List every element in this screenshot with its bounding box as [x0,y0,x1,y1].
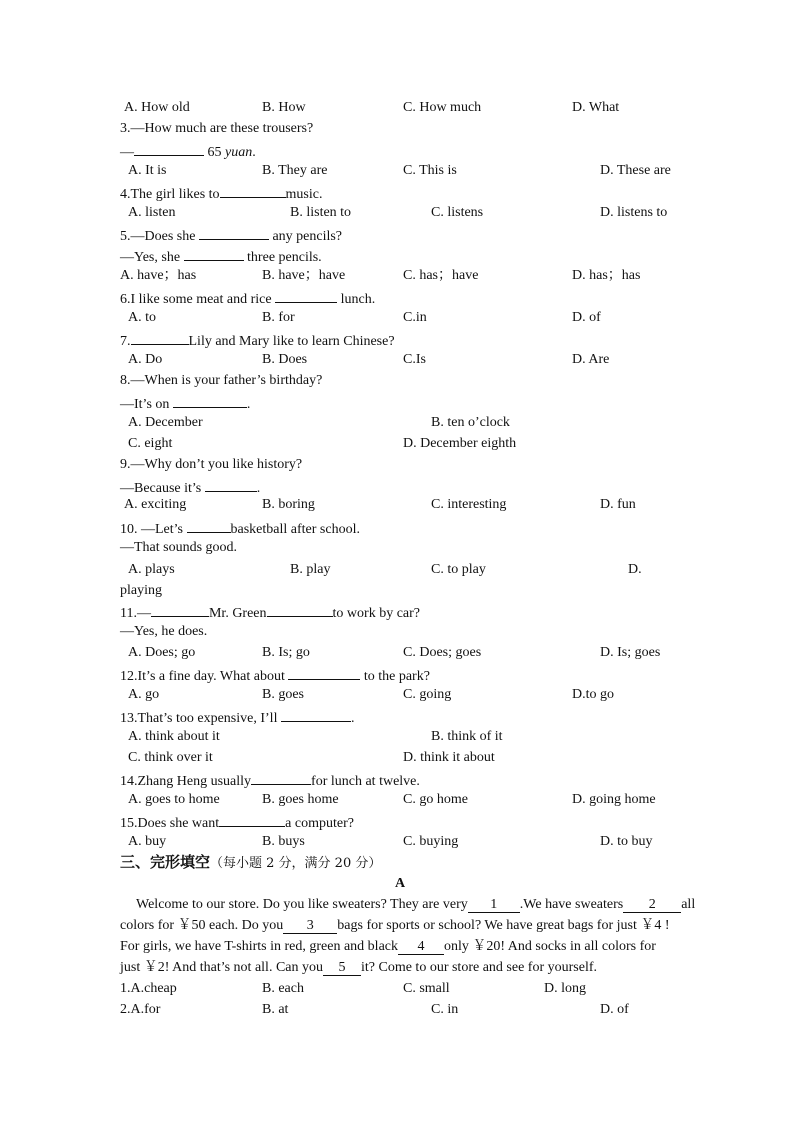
q3-option-c: C. This is [403,163,457,178]
q14-option-b: B. goes home [262,792,339,807]
q15-option-d: D. to buy [600,834,653,849]
q12-option-d: D.to go [572,687,614,702]
blank [187,518,231,533]
section-heading: 三、完形填空（每小题 2 分，满分 20 分） [120,853,382,871]
blank [184,246,244,261]
q6-option-d: D. of [572,310,601,325]
q4-stem: 4.The girl likes to music. [120,183,323,204]
blank-3: 3 [283,919,337,934]
q12-option-c: C. going [403,687,452,702]
q8-option-a: A. December [128,415,203,430]
blank [281,707,351,722]
q5-option-d: D. has；has [572,268,641,283]
q3-stem: 3.—How much are these trousers? [120,121,314,136]
q10-stem: 10. —Let’s basketball after school. [120,518,360,539]
q5-answer: —Yes, she three pencils. [120,246,322,267]
q5-option-a: A. have；has [120,268,197,283]
q8-option-b: B. ten o’clock [431,415,510,430]
q10-option-d-text: playing [120,583,162,598]
q10-option-d: D. [628,562,642,577]
q13-option-d: D. think it about [403,750,495,765]
q15-option-a: A. buy [128,834,167,849]
q11-answer: —Yes, he does. [120,624,208,639]
cloze2-option-b: B. at [262,1002,289,1017]
q9-answer: —Because it’s . [120,477,260,498]
q3-option-b: B. They are [262,163,328,178]
q13-option-c: C. think over it [128,750,213,765]
q15-option-c: C. buying [403,834,459,849]
q11-stem: 11.— Mr. Green to work by car? [120,602,420,623]
blank [219,812,285,827]
q3-option-d: D. These are [600,163,671,178]
cloze1-option-a: 1.A.cheap [120,981,177,996]
q10-option-a: A. plays [128,562,175,577]
cloze1-option-d: D. long [544,981,586,996]
q9-option-d: D. fun [600,497,636,512]
q11-option-d: D. Is; goes [600,645,661,660]
q15-stem: 15.Does she want a computer? [120,812,354,833]
q3-option-a: A. It is [128,163,167,178]
q6-option-a: A. to [128,310,156,325]
q8-stem: 8.—When is your father’s birthday? [120,373,323,388]
q7-option-a: A. Do [128,352,163,367]
q13-option-b: B. think of it [431,729,503,744]
q9-stem: 9.—Why don’t you like history? [120,457,303,472]
q14-option-d: D. going home [572,792,656,807]
q12-stem: 12.It’s a fine day. What about to the park? [120,665,430,686]
q6-stem: 6.I like some meat and rice lunch. [120,288,375,309]
q5-option-b: B. have；have [262,268,346,283]
blank [131,330,189,345]
q10-answer: —That sounds good. [120,540,238,555]
passage-line-3: For girls, we have T-shirts in red, green and black 4 only ￥20! And socks in all colors for [120,939,656,954]
q4-option-d: D. listens to [600,205,668,220]
cloze2-option-d: D. of [600,1002,629,1017]
q11-option-c: C. Does; goes [403,645,482,660]
q3-answer: — 65 yuan. [120,141,256,162]
blank-4: 4 [398,940,444,955]
q4-option-c: C. listens [431,205,484,220]
q7-option-b: B. Does [262,352,308,367]
blank-2: 2 [623,898,681,913]
q8-answer: —It’s on . [120,393,250,414]
q9-option-b: B. boring [262,497,315,512]
q2-option-d: D. What [572,100,620,115]
cloze1-option-c: C. small [403,981,450,996]
passage-line-2: colors for ￥50 each. Do you 3 bags for sports or school? We have great bags for just ￥4 ! [120,918,670,933]
q2-option-c: C. How much [403,100,482,115]
q11-option-b: B. Is; go [262,645,310,660]
blank-1: 1 [468,898,520,913]
q10-option-b: B. play [290,562,331,577]
q6-option-b: B. for [262,310,295,325]
q4-option-a: A. listen [128,205,176,220]
q8-option-c: C. eight [128,436,173,451]
blank [134,141,204,156]
blank [173,393,247,408]
q7-stem: 7. Lily and Mary like to learn Chinese? [120,330,395,351]
q9-option-a: A. exciting [124,497,187,512]
cloze2-option-a: 2.A.for [120,1002,161,1017]
blank [199,225,269,240]
q12-option-a: A. go [128,687,160,702]
q8-option-d: D. December eighth [403,436,517,451]
passage-label: A [395,876,406,891]
q7-option-d: D. Are [572,352,610,367]
blank [267,602,333,617]
q14-option-c: C. go home [403,792,468,807]
blank [205,477,257,492]
blank [220,183,286,198]
blank-5: 5 [323,961,361,976]
q13-stem: 13.That’s too expensive, I’ll . [120,707,354,728]
q6-option-c: C.in [403,310,427,325]
blank [251,770,311,785]
blank [275,288,337,303]
passage-line-1: Welcome to our store. Do you like sweaters? They are very 1 .We have sweaters 2 all [136,897,696,912]
blank [151,602,209,617]
q2-option-b: B. How [262,100,306,115]
blank [288,665,360,680]
q12-option-b: B. goes [262,687,304,702]
cloze2-option-c: C. in [431,1002,459,1017]
cloze1-option-b: B. each [262,981,304,996]
q7-option-c: C.Is [403,352,426,367]
q5-stem: 5.—Does she any pencils? [120,225,342,246]
q10-option-c: C. to play [431,562,486,577]
passage-line-4: just ￥2! And that’s not all. Can you 5 it? Come to our store and see for yourself. [120,960,597,975]
q5-option-c: C. has；have [403,268,479,283]
q4-option-b: B. listen to [290,205,352,220]
q14-stem: 14.Zhang Heng usually for lunch at twelve. [120,770,420,791]
q11-option-a: A. Does; go [128,645,196,660]
q14-option-a: A. goes to home [128,792,220,807]
q2-option-a: A. How old [124,100,190,115]
q13-option-a: A. think about it [128,729,220,744]
q15-option-b: B. buys [262,834,305,849]
q9-option-c: C. interesting [431,497,507,512]
